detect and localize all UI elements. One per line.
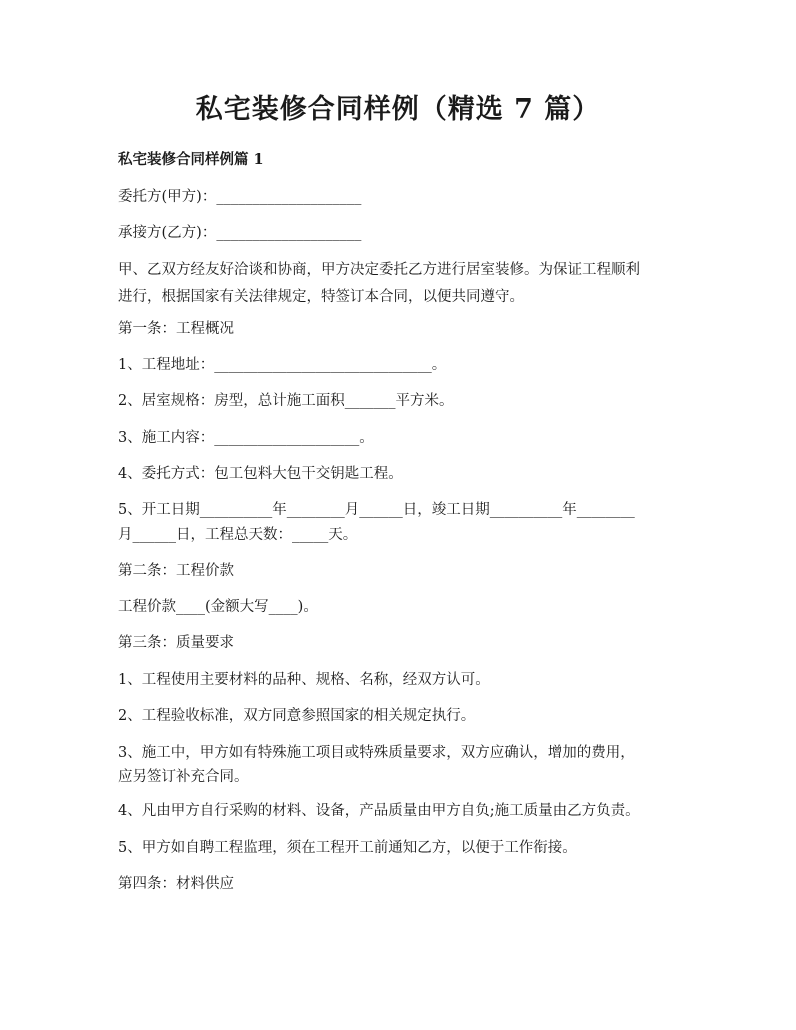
article-heading: 第三条：质量要求 (118, 635, 234, 651)
contractor-field: 承接方(乙方)：____________________ (118, 225, 362, 241)
section-heading: 私宅装修合同样例篇 1 (118, 151, 264, 168)
clause-line: 5、开工日期__________年________月______日，竣工日期__________年________ (118, 502, 635, 518)
clause-line: 月______日，工程总天数：_____天。 (118, 527, 358, 543)
clause-line: 2、居室规格：房型，总计施工面积_______平方米。 (118, 393, 454, 409)
article-heading: 第四条：材料供应 (118, 876, 234, 892)
paragraph-line: 甲、乙双方经友好洽谈和协商，甲方决定委托乙方进行居室装修。为保证工程顺利 (118, 262, 640, 278)
clause-line: 2、工程验收标准，双方同意参照国家的相关规定执行。 (118, 708, 476, 724)
clause-line: 1、工程使用主要材料的品种、规格、名称，经双方认可。 (118, 672, 490, 688)
client-field: 委托方(甲方)：____________________ (118, 189, 362, 205)
clause-line: 工程价款____(金额大写____)。 (118, 599, 318, 615)
paragraph-line: 进行，根据国家有关法律规定，特签订本合同，以便共同遵守。 (118, 289, 524, 305)
clause-line: 3、施工中，甲方如有特殊施工项目或特殊质量要求，双方应确认，增加的费用， (118, 745, 635, 761)
clause-line: 5、甲方如自聘工程监理，须在工程开工前通知乙方，以便于工作衔接。 (118, 840, 577, 856)
clause-line: 3、施工内容：____________________。 (118, 430, 374, 446)
clause-line: 1、工程地址：______________________________。 (118, 357, 447, 373)
clause-line: 4、凡由甲方自行采购的材料、设备，产品质量由甲方自负;施工质量由乙方负责。 (118, 803, 640, 819)
clause-line: 4、委托方式：包工包料大包干交钥匙工程。 (118, 466, 403, 482)
article-heading: 第一条：工程概况 (118, 321, 234, 337)
article-heading: 第二条：工程价款 (118, 563, 234, 579)
document-title: 私宅装修合同样例（精选 7 篇） (195, 94, 601, 125)
clause-line: 应另签订补充合同。 (118, 769, 249, 785)
